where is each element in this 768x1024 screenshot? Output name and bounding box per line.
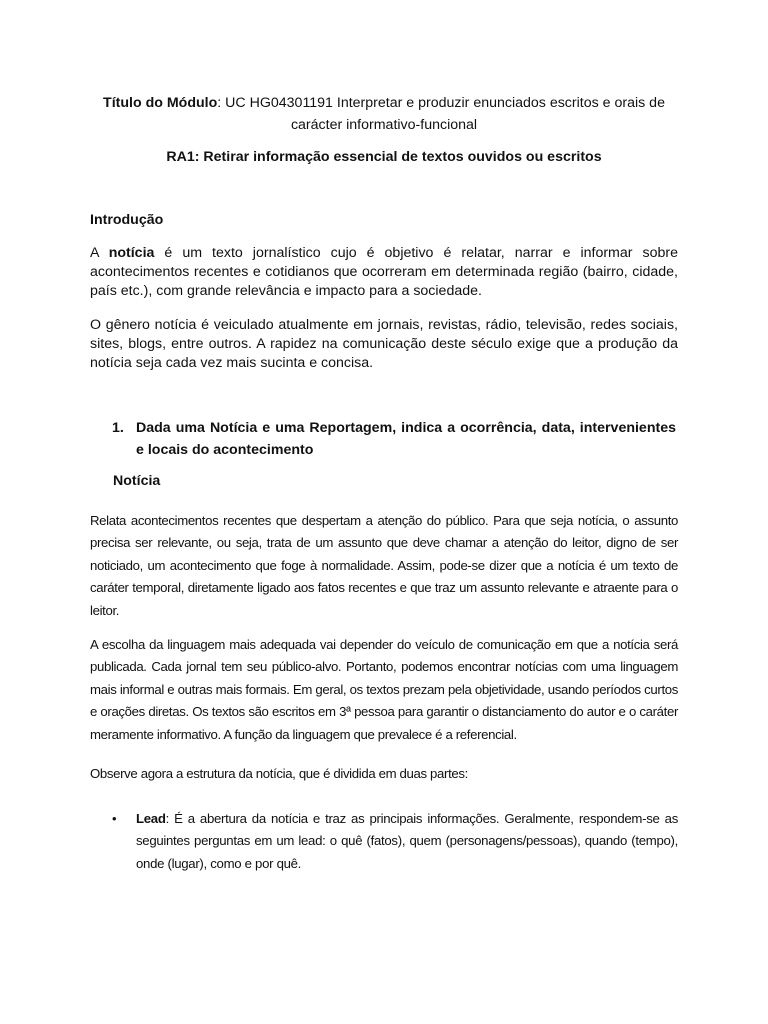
bullet-symbol: •	[112, 811, 117, 826]
intro-paragraph-1	[90, 244, 678, 302]
module-title-line	[0, 93, 768, 113]
intro-p1-bold-term: notícia	[108, 245, 155, 261]
module-title-label: Título do Módulo	[103, 95, 218, 111]
item-number: 1.	[112, 420, 124, 436]
noticia-paragraph-3: Observe agora a estrutura da notícia, que é dividida em duas partes:	[90, 766, 468, 781]
noticia-subheading: Notícia	[113, 473, 161, 489]
noticia-paragraph-2: A escolha da linguagem mais adequada vai depender do veículo de comunicação em que a notícia será publicada. Cada jornal tem seu público-alvo. Portanto, podemos encontrar notícias com uma linguagem mais informal e outras mais formais. Em geral, os textos prezam pela objetividade, usando períodos curtos e orações diretas. Os textos são escritos em 3ª pessoa para garantir o distanciamento do autor e o caráter meramente informativo. A função da linguagem que prevalece é a referencial.	[90, 637, 678, 742]
noticia-paragraph-1: Relata acontecimentos recentes que despertam a atenção do público. Para que seja notícia, o assunto precisa ser relevante, ou seja, trata de um assunto que deve chamar a atenção do leitor, digno de ser noticiado, um acontecimento que foge à normalidade. Assim, pode-se dizer que a notícia é um texto de caráter temporal, diretamente ligado aos fatos recentes e que traz um assunto relevante e atraente para o leitor.	[90, 513, 678, 618]
intro-heading: Introdução	[90, 212, 164, 228]
item-title: Dada uma Notícia e uma Reportagem, indica a ocorrência, data, intervenientes e locais do acontecimento	[136, 420, 676, 458]
bullet-term: Lead	[136, 811, 166, 826]
bullet-text	[136, 808, 678, 875]
intro-p1-prefix: A	[90, 245, 109, 261]
ra-title: RA1: Retirar informação essencial de textos ouvidos ou escritos	[166, 149, 602, 165]
module-title-text: : UC HG04301191 Interpretar e produzir enunciados escritos e orais de	[217, 95, 665, 111]
bullet-description: : É a abertura da notícia e traz as principais informações. Geralmente, respondem-se as seguintes perguntas em um lead: o quê (fatos), quem (personagens/pessoas), quando (tempo), onde (lugar), como e por quê.	[136, 811, 678, 871]
intro-p1-text: é um texto jornalístico cujo é objetivo é relatar, narrar e informar sobre acontecimentos recentes e cotidianos que ocorreram em determinada região (bairro, cidade, país etc.), com grande relevância e impacto para a sociedade.	[90, 245, 678, 300]
intro-paragraph-2: O gênero notícia é veiculado atualmente em jornais, revistas, rádio, televisão, redes sociais, sites, blogs, entre outros. A rapidez na comunicação deste século exige que a produção da notícia seja cada vez mais sucinta e concisa.	[90, 317, 678, 372]
module-title-line-2: carácter informativo-funcional	[290, 117, 478, 133]
